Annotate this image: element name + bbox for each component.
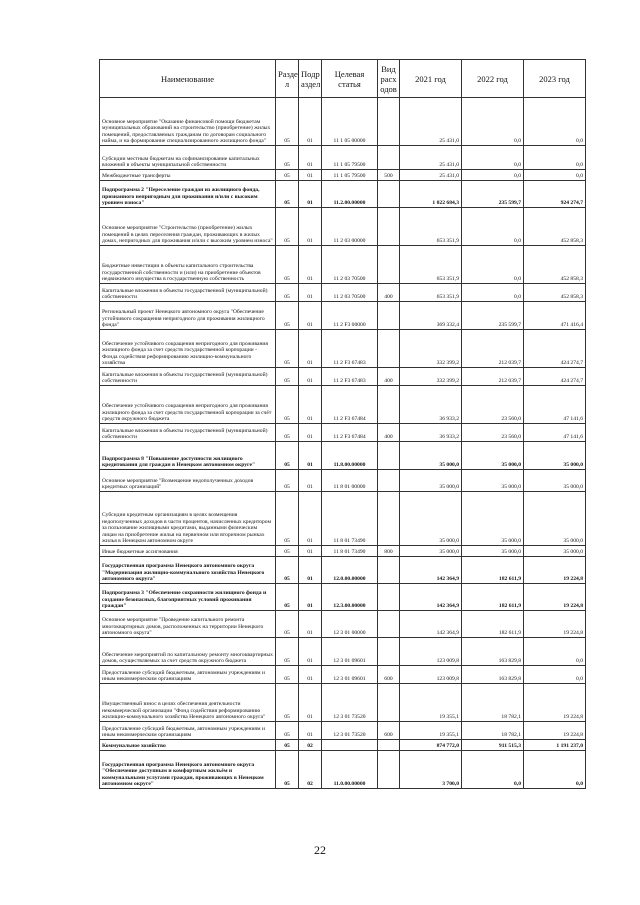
- cell-podrazdel: 01: [299, 302, 322, 330]
- cell-podrazdel: 01: [299, 146, 322, 170]
- cell-name: Обеспечение устойчивого сокращения непригодного для проживания жилищного фонда за счет средств государственной корпорации - Фонда содействия реформированию жилищно-коммунального хозяйства: [100, 330, 276, 368]
- table-row: [100, 386, 586, 424]
- cell-2021: 653 351,9: [400, 208, 462, 246]
- cell-razdel: 05: [276, 722, 299, 740]
- cell-name: Иные бюджетные ассигнования: [100, 546, 276, 557]
- cell-vid: [378, 98, 400, 146]
- cell-razdel: 05: [276, 302, 299, 330]
- cell-vid: [378, 492, 400, 546]
- table-row: [100, 557, 586, 584]
- cell-2022: 35 000,0: [462, 470, 524, 492]
- cell-name: Субсидии местным бюджетам на софинансирование капитальных вложений в объекты муниципальной собственности: [100, 146, 276, 170]
- cell-name: Предоставление субсидий бюджетным, автономным учреждениям и иным некоммерческим организациям: [100, 666, 276, 684]
- cell-podrazdel: 01: [299, 722, 322, 740]
- header-2023: 2023 год: [524, 60, 586, 98]
- cell-razdel: 05: [276, 638, 299, 666]
- cell-vid: 400: [378, 284, 400, 302]
- cell-2022: 0,0: [462, 208, 524, 246]
- cell-2023: 424 274,7: [524, 330, 586, 368]
- table-row: [100, 368, 586, 386]
- cell-2021: 369 332,4: [400, 302, 462, 330]
- cell-2021: 35 000,0: [400, 492, 462, 546]
- cell-2023: 19 224,8: [524, 557, 586, 584]
- cell-2023: 35 000,0: [524, 442, 586, 470]
- cell-2021: 25 431,0: [400, 146, 462, 170]
- table-row: [100, 492, 586, 546]
- cell-name: Субсидии кредитным организациям в целях возмещения недополученных доходов в части процентов, начисленных кредитором за пользование жилищными кредитами, выданными физическим лицам на приобретение жилья на первичном или вторичном рынках жилья в Ненецком автономном округе: [100, 492, 276, 546]
- cell-name: Капитальные вложения в объекты государственной (муниципальной) собственности: [100, 368, 276, 386]
- cell-2021: 874 772,0: [400, 740, 462, 751]
- cell-vid: [378, 246, 400, 284]
- cell-2022: 35 000,0: [462, 442, 524, 470]
- cell-statya: 11 1 05 79500: [322, 146, 378, 170]
- cell-podrazdel: 01: [299, 584, 322, 611]
- cell-2023: 0,0: [524, 751, 586, 789]
- cell-razdel: 05: [276, 246, 299, 284]
- cell-2022: 212 039,7: [462, 330, 524, 368]
- cell-2021: 35 000,0: [400, 546, 462, 557]
- cell-name: Государственная программа Ненецкого автономного округа "Обеспечение доступным и комфортным жильём и коммунальными услугами граждан, проживающих в Ненецком автономном округе": [100, 751, 276, 789]
- budget-table: [99, 59, 586, 789]
- cell-name: Обеспечение мероприятий по капитальному ремонту многоквартирных домов, осуществляемых за счет средств окружного бюджета: [100, 638, 276, 666]
- cell-razdel: 05: [276, 386, 299, 424]
- table-row: [100, 442, 586, 470]
- cell-razdel: 05: [276, 584, 299, 611]
- cell-vid: [378, 684, 400, 722]
- cell-razdel: 05: [276, 492, 299, 546]
- cell-vid: [378, 442, 400, 470]
- cell-2021: 653 351,9: [400, 284, 462, 302]
- cell-2021: 35 000,0: [400, 470, 462, 492]
- cell-vid: 500: [378, 170, 400, 181]
- page-number: 22: [314, 843, 326, 857]
- table-row: [100, 611, 586, 638]
- cell-vid: [378, 470, 400, 492]
- cell-2021: 25 431,0: [400, 98, 462, 146]
- cell-2021: 36 933,2: [400, 386, 462, 424]
- cell-2022: 23 560,0: [462, 424, 524, 442]
- header-name: Наименование: [100, 60, 276, 98]
- cell-2022: 0,0: [462, 246, 524, 284]
- cell-razdel: 05: [276, 330, 299, 368]
- cell-podrazdel: 01: [299, 470, 322, 492]
- cell-2022: 235 599,7: [462, 181, 524, 208]
- cell-razdel: 05: [276, 146, 299, 170]
- cell-2021: 19 355,1: [400, 722, 462, 740]
- cell-2021: 1 022 684,3: [400, 181, 462, 208]
- cell-name: Региональный проект Ненецкого автономного округа "Обеспечение устойчивого сокращения непригодного для проживания жилищного фонда": [100, 302, 276, 330]
- table-row: [100, 684, 586, 722]
- cell-statya: 11 8 01 73490: [322, 492, 378, 546]
- cell-2023: 1 191 237,0: [524, 740, 586, 751]
- cell-2021: 35 000,0: [400, 442, 462, 470]
- cell-2022: 235 599,7: [462, 302, 524, 330]
- cell-2021: 142 364,9: [400, 557, 462, 584]
- cell-2023: 0,0: [524, 98, 586, 146]
- cell-2023: 0,0: [524, 638, 586, 666]
- cell-2022: 35 000,0: [462, 492, 524, 546]
- cell-statya: 11 2 F3 67483: [322, 330, 378, 368]
- cell-razdel: 05: [276, 546, 299, 557]
- table-header-row: [100, 60, 586, 98]
- table-row: [100, 666, 586, 684]
- cell-2022: 35 000,0: [462, 546, 524, 557]
- header-podrazdel: Подр аздел: [299, 60, 322, 98]
- cell-statya: 11 8 01 73490: [322, 546, 378, 557]
- cell-razdel: 05: [276, 442, 299, 470]
- cell-podrazdel: 01: [299, 368, 322, 386]
- table-row: [100, 146, 586, 170]
- table-row: [100, 246, 586, 284]
- cell-statya: 11 2 03 70500: [322, 284, 378, 302]
- cell-statya: 11 1 05 79500: [322, 170, 378, 181]
- cell-vid: 600: [378, 722, 400, 740]
- cell-podrazdel: 01: [299, 330, 322, 368]
- table-body: [100, 98, 586, 789]
- cell-name: Основное мероприятие "Строительство (приобретение) жилых помещений в целях переселения граждан, проживающих в жилых домах, непригодных для проживания и/или с высоким уровнем износа": [100, 208, 276, 246]
- cell-2023: 452 858,3: [524, 246, 586, 284]
- cell-razdel: 05: [276, 208, 299, 246]
- cell-vid: [378, 638, 400, 666]
- cell-podrazdel: 01: [299, 246, 322, 284]
- cell-razdel: 05: [276, 611, 299, 638]
- cell-name: Основное мероприятие "Проведение капитального ремонта многоквартирных домов, расположенных на территории Ненецкого автономного округа": [100, 611, 276, 638]
- table-row: [100, 330, 586, 368]
- cell-2022: 163 829,8: [462, 666, 524, 684]
- cell-name: Бюджетные инвестиции в объекты капитального строительства государственной собственности и (или) на приобретение объектов недвижимого имущества в государственную собственность: [100, 246, 276, 284]
- table-row: [100, 302, 586, 330]
- cell-podrazdel: 01: [299, 181, 322, 208]
- cell-name: Межбюджетные трансферты: [100, 170, 276, 181]
- cell-2021: 3 700,0: [400, 751, 462, 789]
- cell-podrazdel: 01: [299, 170, 322, 181]
- cell-name: Предоставление субсидий бюджетным, автономным учреждениям и иным некоммерческим организациям: [100, 722, 276, 740]
- cell-razdel: 05: [276, 666, 299, 684]
- cell-2021: 332 399,2: [400, 368, 462, 386]
- cell-2023: 452 858,3: [524, 284, 586, 302]
- cell-2021: 36 933,2: [400, 424, 462, 442]
- cell-2021: 19 355,1: [400, 684, 462, 722]
- cell-podrazdel: 01: [299, 638, 322, 666]
- cell-razdel: 05: [276, 740, 299, 751]
- cell-razdel: 05: [276, 98, 299, 146]
- cell-statya: [322, 740, 378, 751]
- cell-podrazdel: 01: [299, 684, 322, 722]
- cell-vid: [378, 751, 400, 789]
- cell-name: Коммунальное хозяйство: [100, 740, 276, 751]
- cell-statya: 11.8.00.00000: [322, 442, 378, 470]
- cell-statya: 11.0.00.00000: [322, 751, 378, 789]
- cell-2021: 332 399,2: [400, 330, 462, 368]
- cell-2022: 23 560,0: [462, 386, 524, 424]
- table-row: [100, 751, 586, 789]
- cell-name: Капитальные вложения в объекты государственной (муниципальной) собственности: [100, 424, 276, 442]
- cell-2023: 19 224,8: [524, 722, 586, 740]
- cell-name: Основное мероприятие "Возмещение недополученных доходов кредитных организаций": [100, 470, 276, 492]
- cell-statya: 12.0.00.00000: [322, 557, 378, 584]
- cell-2023: 0,0: [524, 146, 586, 170]
- cell-2022: 163 829,8: [462, 638, 524, 666]
- cell-podrazdel: 01: [299, 557, 322, 584]
- cell-podrazdel: 01: [299, 208, 322, 246]
- cell-statya: 11 2 F3 67484: [322, 386, 378, 424]
- cell-razdel: 05: [276, 181, 299, 208]
- cell-2023: 471 416,4: [524, 302, 586, 330]
- cell-podrazdel: 01: [299, 424, 322, 442]
- cell-2023: 19 224,8: [524, 584, 586, 611]
- cell-2022: 911 515,3: [462, 740, 524, 751]
- cell-2021: 123 009,8: [400, 666, 462, 684]
- cell-statya: 12 3 01 09601: [322, 638, 378, 666]
- table-row: [100, 546, 586, 557]
- table-row: [100, 98, 586, 146]
- cell-2022: 182 611,9: [462, 611, 524, 638]
- cell-statya: 11.2.00.00000: [322, 181, 378, 208]
- cell-razdel: 05: [276, 470, 299, 492]
- cell-vid: [378, 386, 400, 424]
- cell-name: Подпрограмма 3 "Обеспечение сохранности жилищного фонда и создание безопасных, благоприятных условий проживания граждан": [100, 584, 276, 611]
- cell-statya: 11 2 03 00000: [322, 208, 378, 246]
- cell-2023: 0,0: [524, 666, 586, 684]
- cell-podrazdel: 02: [299, 740, 322, 751]
- cell-2023: 19 224,8: [524, 684, 586, 722]
- table-row: [100, 740, 586, 751]
- cell-2021: 25 431,0: [400, 170, 462, 181]
- cell-podrazdel: 01: [299, 546, 322, 557]
- table-row: [100, 170, 586, 181]
- cell-vid: 800: [378, 546, 400, 557]
- cell-vid: [378, 146, 400, 170]
- cell-statya: 11 2 03 70500: [322, 246, 378, 284]
- cell-statya: 11 1 05 00000: [322, 98, 378, 146]
- cell-2022: 0,0: [462, 98, 524, 146]
- cell-2021: 653 351,9: [400, 246, 462, 284]
- cell-razdel: 05: [276, 368, 299, 386]
- cell-name: Основное мероприятие "Оказание финансовой помощи бюджетам муниципальных образований на строительство (приобретение) жилых помещений, предоставляемых гражданам по договорам социального найма, и на формирование специализированного жилищного фонда": [100, 98, 276, 146]
- cell-2023: 924 274,7: [524, 181, 586, 208]
- cell-statya: 11 2 F3 00000: [322, 302, 378, 330]
- table-row: [100, 181, 586, 208]
- cell-statya: 11 2 F3 67483: [322, 368, 378, 386]
- cell-vid: [378, 208, 400, 246]
- cell-name: Подпрограмма 8 "Повышение доступности жилищного кредитования для граждан в Ненецком автономном округе": [100, 442, 276, 470]
- cell-podrazdel: 01: [299, 98, 322, 146]
- cell-statya: 11 8 01 00000: [322, 470, 378, 492]
- cell-2021: 142 364,9: [400, 584, 462, 611]
- cell-2021: 123 009,8: [400, 638, 462, 666]
- cell-podrazdel: 01: [299, 284, 322, 302]
- cell-2022: 182 611,9: [462, 557, 524, 584]
- table-row: [100, 284, 586, 302]
- table-row: [100, 638, 586, 666]
- cell-vid: 400: [378, 368, 400, 386]
- table-row: [100, 722, 586, 740]
- cell-vid: [378, 181, 400, 208]
- cell-podrazdel: 01: [299, 492, 322, 546]
- cell-statya: 12.3.00.00000: [322, 584, 378, 611]
- cell-podrazdel: 01: [299, 442, 322, 470]
- cell-2022: 18 782,1: [462, 722, 524, 740]
- cell-2023: 452 858,3: [524, 208, 586, 246]
- cell-podrazdel: 01: [299, 666, 322, 684]
- header-2021: 2021 год: [400, 60, 462, 98]
- cell-2023: 35 000,0: [524, 470, 586, 492]
- cell-vid: [378, 740, 400, 751]
- cell-2022: 18 782,1: [462, 684, 524, 722]
- cell-podrazdel: 01: [299, 386, 322, 424]
- cell-2023: 35 000,0: [524, 492, 586, 546]
- cell-razdel: 05: [276, 424, 299, 442]
- cell-vid: [378, 557, 400, 584]
- cell-2023: 47 141,6: [524, 386, 586, 424]
- cell-2022: 0,0: [462, 284, 524, 302]
- cell-2022: 0,0: [462, 146, 524, 170]
- cell-2023: 424 274,7: [524, 368, 586, 386]
- cell-2023: 47 141,6: [524, 424, 586, 442]
- cell-statya: 12 3 01 00000: [322, 611, 378, 638]
- cell-name: Имущественный взнос в целях обеспечения деятельности некоммерческой организации "Фонд содействия реформированию жилищно-коммунального хозяйства Ненецкого автономного округа": [100, 684, 276, 722]
- cell-2023: 19 224,8: [524, 611, 586, 638]
- cell-2022: 212 039,7: [462, 368, 524, 386]
- cell-vid: [378, 611, 400, 638]
- header-statya: Целевая статья: [322, 60, 378, 98]
- cell-vid: [378, 330, 400, 368]
- cell-name: Подпрограмма 2 "Переселение граждан из жилищного фонда, признанного непригодным для проживания и/или с высоким уровнем износа": [100, 181, 276, 208]
- cell-statya: 12 3 01 73520: [322, 722, 378, 740]
- table-row: [100, 470, 586, 492]
- cell-vid: 400: [378, 424, 400, 442]
- cell-razdel: 05: [276, 684, 299, 722]
- cell-2022: 182 611,9: [462, 584, 524, 611]
- cell-razdel: 05: [276, 751, 299, 789]
- cell-vid: [378, 584, 400, 611]
- cell-2022: 0,0: [462, 170, 524, 181]
- cell-name: Капитальные вложения в объекты государственной (муниципальной) собственности: [100, 284, 276, 302]
- cell-vid: 600: [378, 666, 400, 684]
- header-vid: Вид расх одов: [378, 60, 400, 98]
- cell-statya: 12 3 01 73520: [322, 684, 378, 722]
- cell-statya: 11 2 F3 67484: [322, 424, 378, 442]
- table-row: [100, 584, 586, 611]
- header-razdel: Разде л: [276, 60, 299, 98]
- cell-razdel: 05: [276, 170, 299, 181]
- cell-razdel: 05: [276, 284, 299, 302]
- cell-podrazdel: 01: [299, 611, 322, 638]
- header-2022: 2022 год: [462, 60, 524, 98]
- cell-2023: 0,0: [524, 170, 586, 181]
- cell-statya: 12 3 01 09601: [322, 666, 378, 684]
- cell-2021: 142 364,9: [400, 611, 462, 638]
- cell-vid: [378, 302, 400, 330]
- cell-name: Государственная программа Ненецкого автономного округа "Модернизация жилищно-коммунального хозяйства Ненецкого автономного округа": [100, 557, 276, 584]
- cell-razdel: 05: [276, 557, 299, 584]
- cell-2022: 0,0: [462, 751, 524, 789]
- cell-2023: 35 000,0: [524, 546, 586, 557]
- cell-podrazdel: 02: [299, 751, 322, 789]
- cell-name: Обеспечение устойчивого сокращения непригодного для проживания жилищного фонда за счет средств государственной корпорации за счёт средств окружного бюджета: [100, 386, 276, 424]
- table-row: [100, 424, 586, 442]
- table-row: [100, 208, 586, 246]
